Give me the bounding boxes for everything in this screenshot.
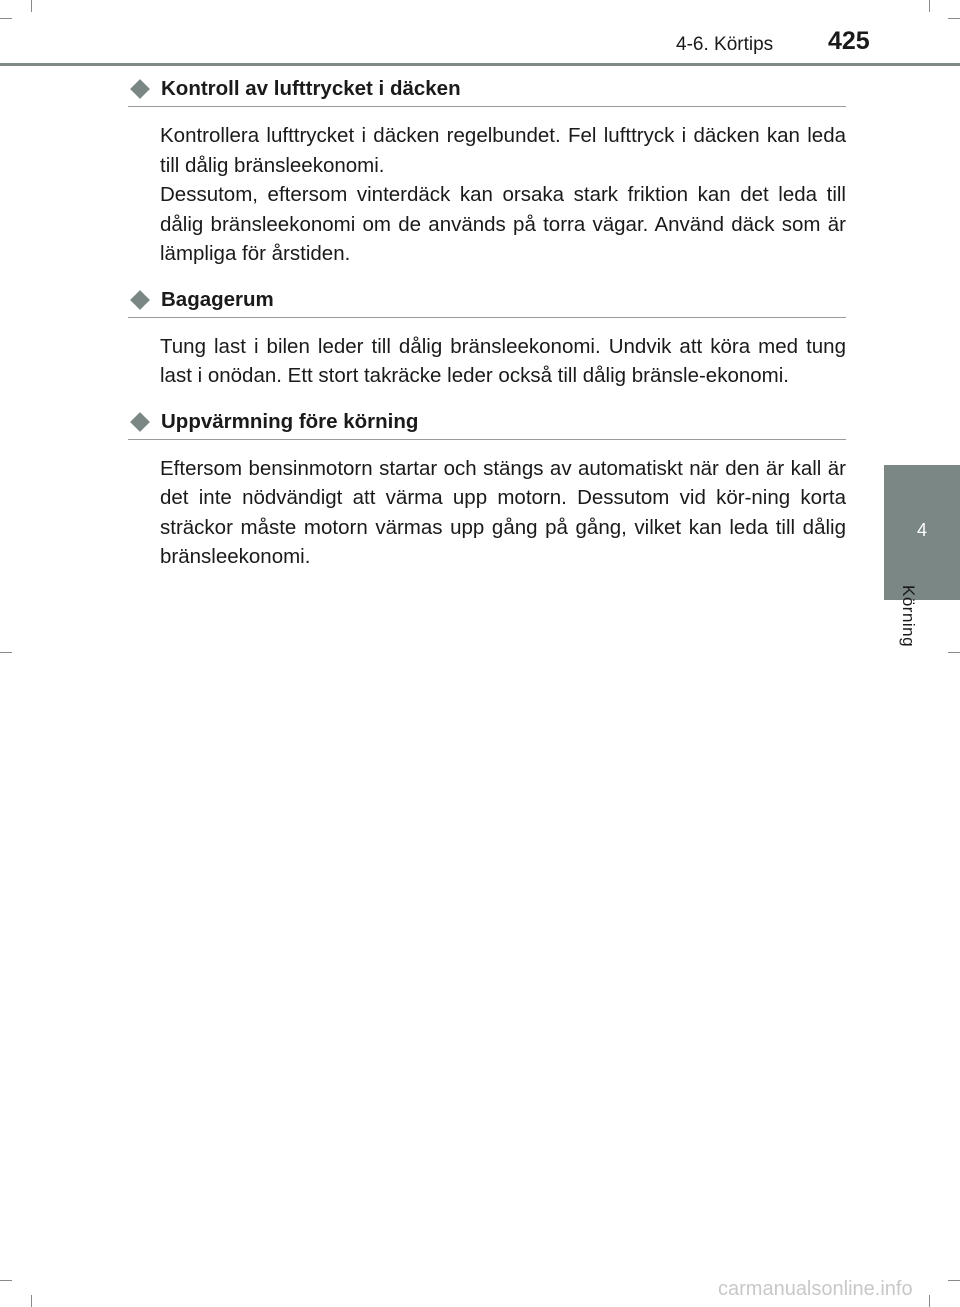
chapter-label: Körning: [899, 585, 918, 648]
section-tire-pressure: [128, 72, 846, 269]
crop-mark: [929, 1295, 930, 1307]
paragraph: Tung last i bilen leder till dålig bränsleekonomi. Undvik att köra med tung last i onödan. Ett stort takräcke leder också till dålig bränsle-ekonomi.: [160, 334, 846, 387]
section-warm-up: [128, 405, 846, 572]
paragraph: Dessutom, eftersom vinterdäck kan orsaka stark friktion kan det leda till dålig bränsleekonomi om de används på torra vägar. Använd däck som är lämpliga för årstiden.: [160, 183, 846, 265]
crop-mark: [948, 652, 960, 653]
crop-mark: [31, 1295, 32, 1307]
page-content: [128, 72, 846, 572]
crop-mark: [0, 1280, 12, 1281]
section-heading-text: Kontroll av lufttrycket i däcken: [161, 77, 461, 100]
page-header: [0, 0, 960, 66]
section-title: 4-6. Körtips: [676, 34, 774, 55]
page-number: 425: [828, 27, 870, 55]
paragraph: Kontrollera lufttrycket i däcken regelbundet. Fel lufttryck i däcken kan leda till dålig bränsleekonomi.: [160, 124, 846, 177]
section-heading-text: Bagagerum: [161, 287, 274, 311]
diamond-bullet-icon: [130, 79, 150, 99]
chapter-tab: [884, 465, 960, 600]
section-heading-text: Uppvärmning före körning: [161, 409, 419, 433]
watermark: carmanualsonline.info: [718, 1278, 913, 1300]
crop-mark: [0, 652, 12, 653]
chapter-number: 4: [916, 520, 927, 540]
crop-mark: [948, 1280, 960, 1281]
section-luggage: [128, 283, 846, 391]
paragraph: Eftersom bensinmotorn startar och stängs av automatiskt när den är kall är det inte nödvändigt att värma upp motorn. Dessutom vid kör-ning korta sträckor måste motorn värmas upp gång på gång, vilket kan leda till dålig bränsleekonomi.: [160, 456, 846, 568]
section-heading: [128, 405, 846, 440]
diamond-bullet-icon: [130, 412, 150, 432]
section-heading: [128, 72, 846, 107]
diamond-bullet-icon: [130, 290, 150, 310]
header-rule: [0, 63, 960, 66]
section-heading: [128, 283, 846, 318]
